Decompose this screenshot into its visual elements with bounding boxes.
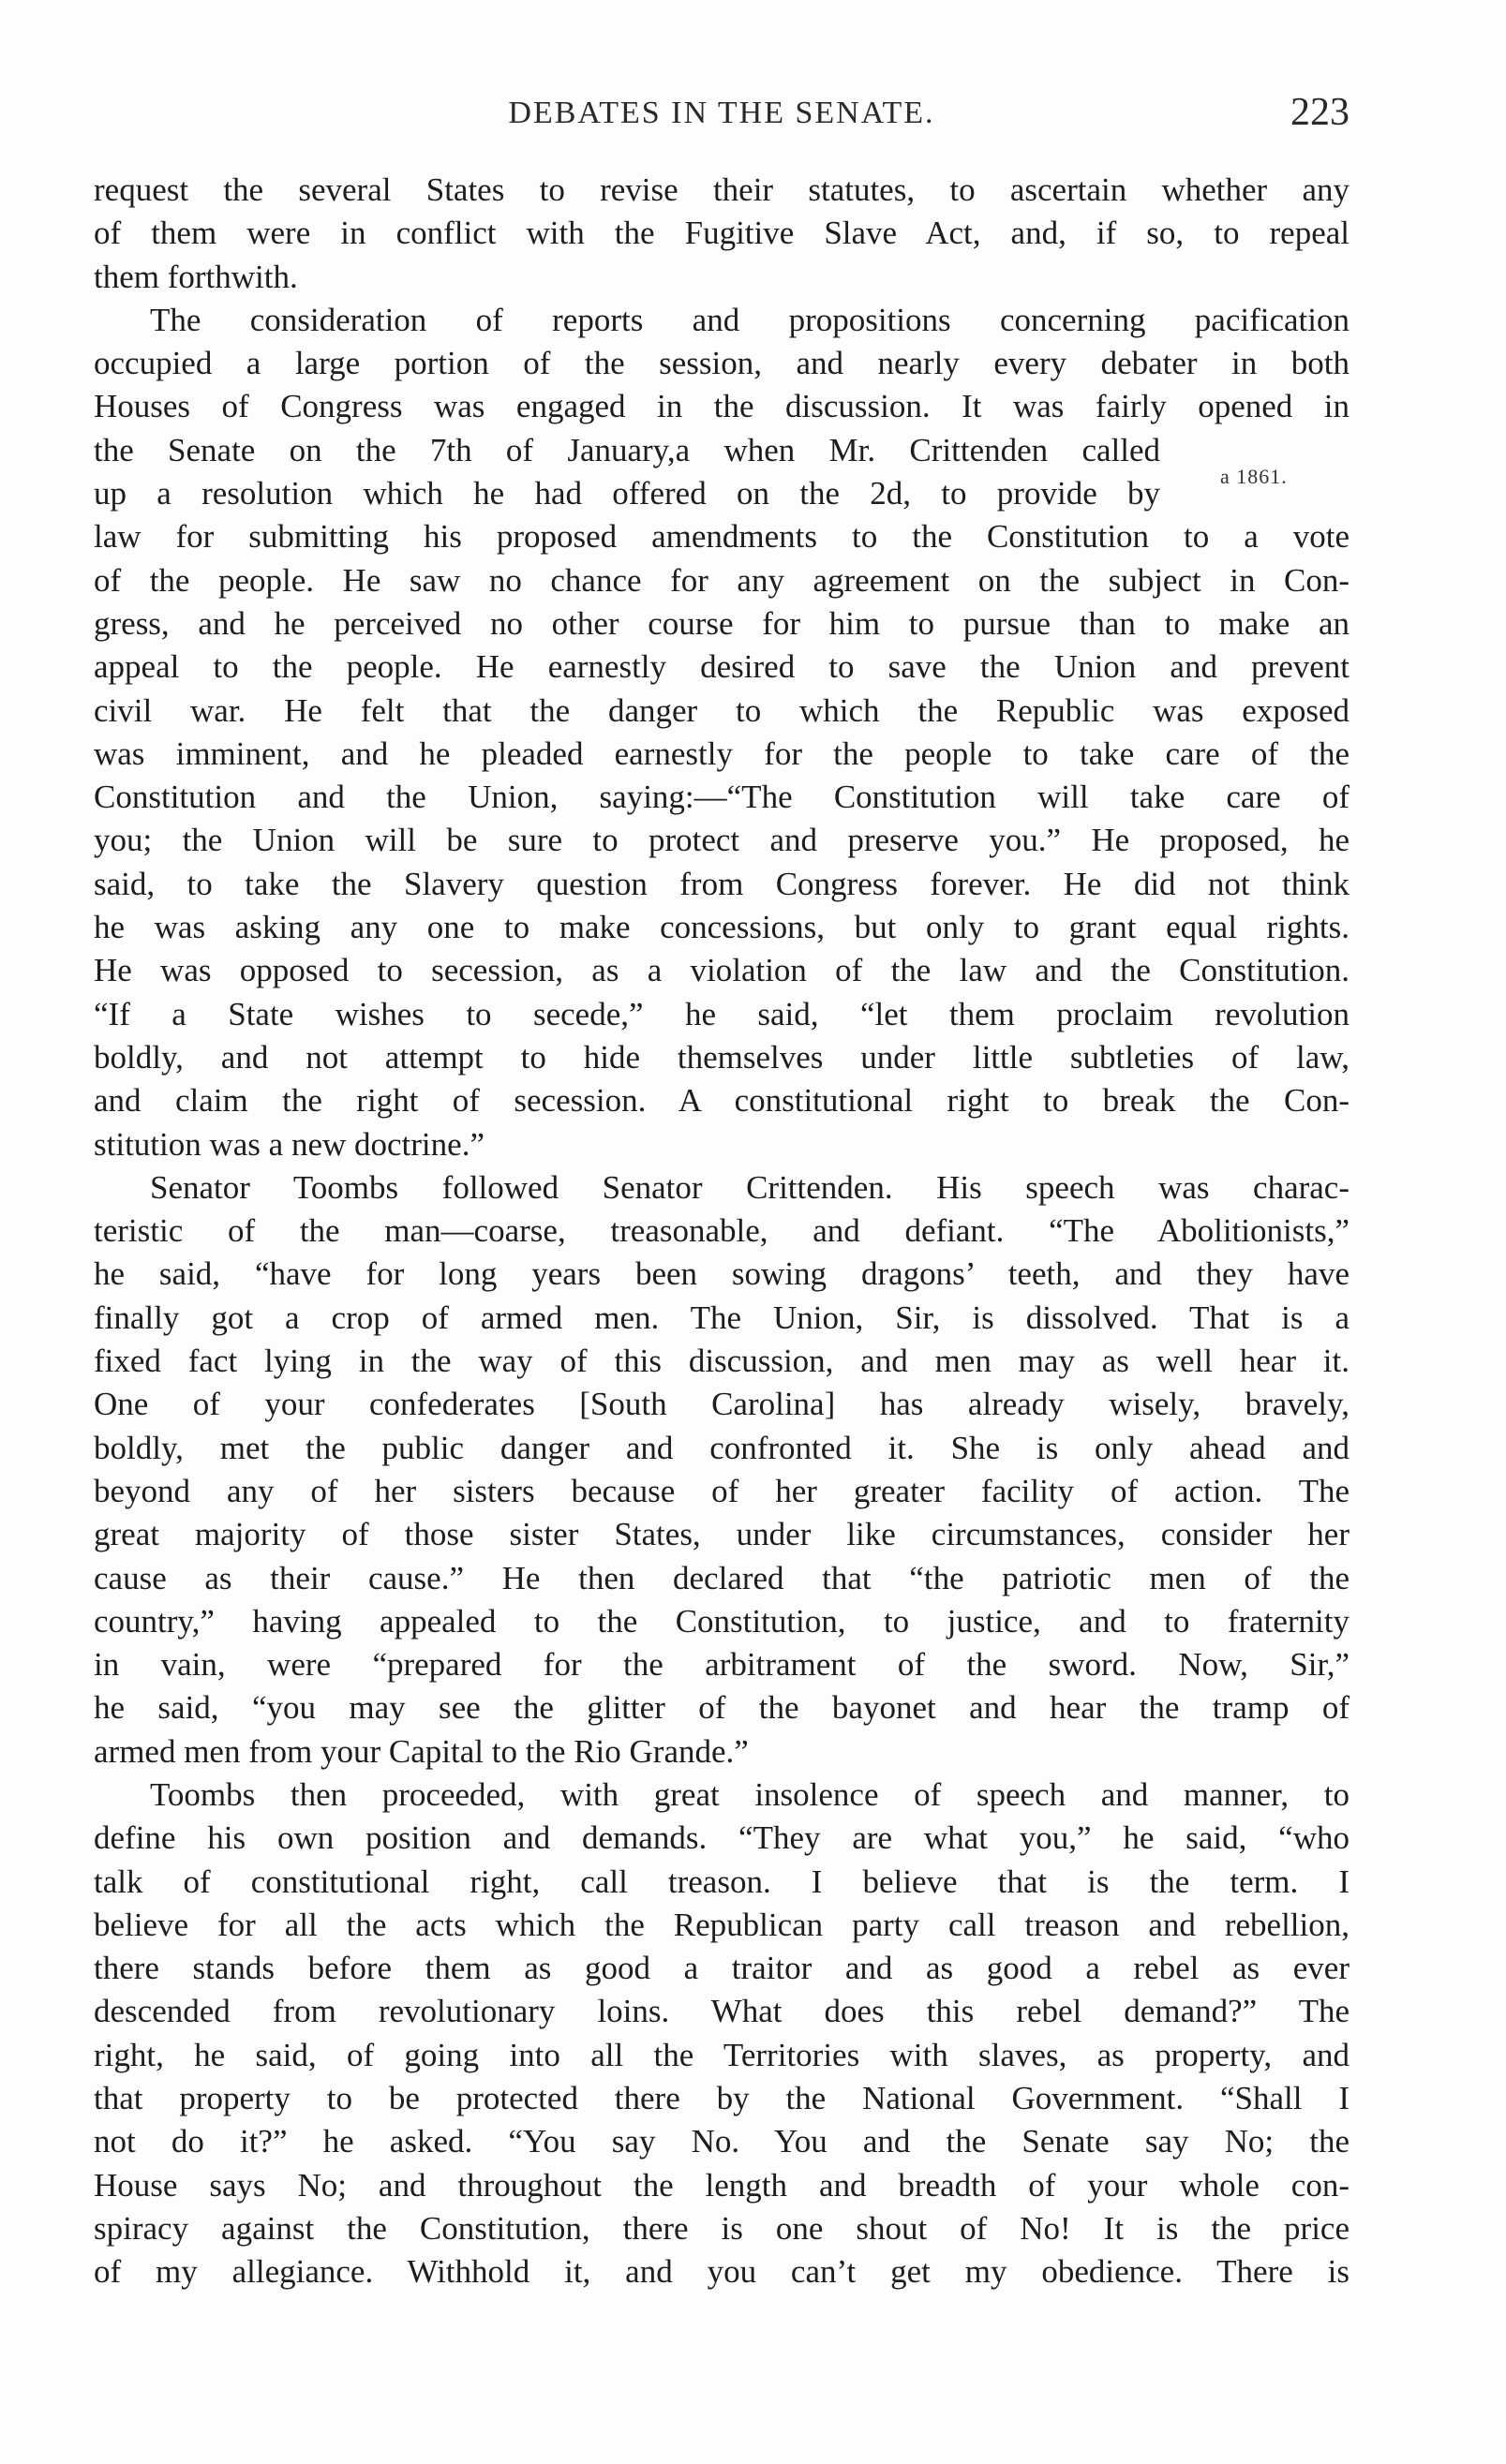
text-line: of the people. He saw no chance for any agreement on the subject in Con-	[94, 561, 1349, 599]
text-line: and claim the right of secession. A constitutional right to break the Con-	[94, 1082, 1349, 1120]
text-line: that property to be protected there by the National Government. “Shall I	[94, 2080, 1349, 2117]
text-line: gress, and he perceived no other course for him to pursue than to make an	[94, 604, 1349, 642]
text-line: civil war. He felt that the danger to which the Republic was exposed	[94, 691, 1349, 729]
running-head	[94, 90, 1349, 137]
text-line: beyond any of her sisters because of her greater facility of action. The	[94, 1472, 1349, 1509]
text-line: The consideration of reports and propositions concerning pacification	[150, 301, 1349, 338]
text-line: boldly, met the public danger and confronted it. She is only ahead and	[94, 1429, 1349, 1466]
text-line: He was opposed to secession, as a violation of the law and the Constitution.	[94, 952, 1349, 989]
text-line: request the several States to revise their statutes, to ascertain whether any	[94, 171, 1349, 208]
text-line: “If a State wishes to secede,” he said, “let them proclaim revolution	[94, 995, 1349, 1032]
body-text	[94, 169, 1349, 2294]
text-line: teristic of the man—coarse, treasonable, and defiant. “The Abolitionists,”	[94, 1212, 1349, 1250]
page-number: 223	[1290, 91, 1349, 134]
text-line: boldly, and not attempt to hide themselves under little subtleties of law,	[94, 1038, 1349, 1076]
text-line: was imminent, and he pleaded earnestly for the people to take care of the	[94, 735, 1349, 772]
text-line: them forthwith.	[94, 258, 298, 295]
text-line: armed men from your Capital to the Rio Grande.”	[94, 1732, 749, 1770]
text-line: in vain, were “prepared for the arbitrament of the sword. Now, Sir,”	[94, 1646, 1349, 1684]
text-line: occupied a large portion of the session, and nearly every debater in both	[94, 345, 1349, 382]
text-line: of them were in conflict with the Fugitive Slave Act, and, if so, to repeal	[94, 215, 1349, 252]
running-title: DEBATES IN THE SENATE.	[508, 96, 935, 130]
text-line: House says No; and throughout the length and breadth of your whole con-	[94, 2166, 1349, 2204]
text-line: Toombs then proceeded, with great insolence of speech and manner, to	[150, 1775, 1349, 1813]
text-line: spiracy against the Constitution, there is one shout of No! It is the price	[94, 2209, 1349, 2247]
text-line: he was asking any one to make concessions, but only to grant equal rights.	[94, 909, 1349, 946]
text-line: Constitution and the Union, saying:—“The Constitution will take care of	[94, 779, 1349, 816]
text-line: descended from revolutionary loins. What does this rebel demand?” The	[94, 1993, 1349, 2030]
text-line: Houses of Congress was engaged in the discussion. It was fairly opened in	[94, 388, 1349, 425]
text-line: he said, “have for long years been sowing dragons’ teeth, and they have	[94, 1255, 1349, 1293]
text-line: right, he said, of going into all the Territories with slaves, as property, and	[94, 2036, 1349, 2073]
text-line: define his own position and demands. “They are what you,” he said, “who	[94, 1819, 1349, 1857]
text-line: appeal to the people. He earnestly desired to save the Union and prevent	[94, 648, 1349, 686]
text-line: said, to take the Slavery question from Congress forever. He did not think	[94, 865, 1349, 902]
text-line: One of your confederates [South Carolina] has already wisely, bravely,	[94, 1386, 1349, 1423]
text-line: cause as their cause.” He then declared that “the patriotic men of the	[94, 1559, 1349, 1596]
text-line: of my allegiance. Withhold it, and you can’t get my obedience. There is	[94, 2253, 1349, 2291]
text-line: you; the Union will be sure to protect and preserve you.” He proposed, he	[94, 822, 1349, 859]
text-line: great majority of those sister States, under like circumstances, consider her	[94, 1516, 1349, 1553]
text-line: finally got a crop of armed men. The Union, Sir, is dissolved. That is a	[94, 1299, 1349, 1336]
text-line: law for submitting his proposed amendments to the Constitution to a vote	[94, 518, 1349, 556]
text-line: believe for all the acts which the Republican party call treason and rebellion,	[94, 1906, 1349, 1943]
margin-note: a 1861.	[1220, 465, 1288, 488]
text-line: the Senate on the 7th of January,a when Mr. Crittenden called	[94, 431, 1160, 468]
text-line: up a resolution which he had offered on the 2d, to provide by	[94, 475, 1160, 512]
text-line: there stands before them as good a traitor and as good a rebel as ever	[94, 1950, 1349, 1987]
text-line: not do it?” he asked. “You say No. You and the Senate say No; the	[94, 2123, 1349, 2160]
text-line: fixed fact lying in the way of this discussion, and men may as well hear it.	[94, 1343, 1349, 1380]
text-line: he said, “you may see the glitter of the bayonet and hear the tramp of	[94, 1689, 1349, 1727]
text-line: Senator Toombs followed Senator Crittenden. His speech was charac-	[150, 1168, 1349, 1206]
text-line: stitution was a new doctrine.”	[94, 1125, 485, 1163]
text-line: country,” having appealed to the Constitution, to justice, and to fraternity	[94, 1602, 1349, 1640]
text-line: talk of constitutional right, call treason. I believe that is the term. I	[94, 1863, 1349, 1900]
